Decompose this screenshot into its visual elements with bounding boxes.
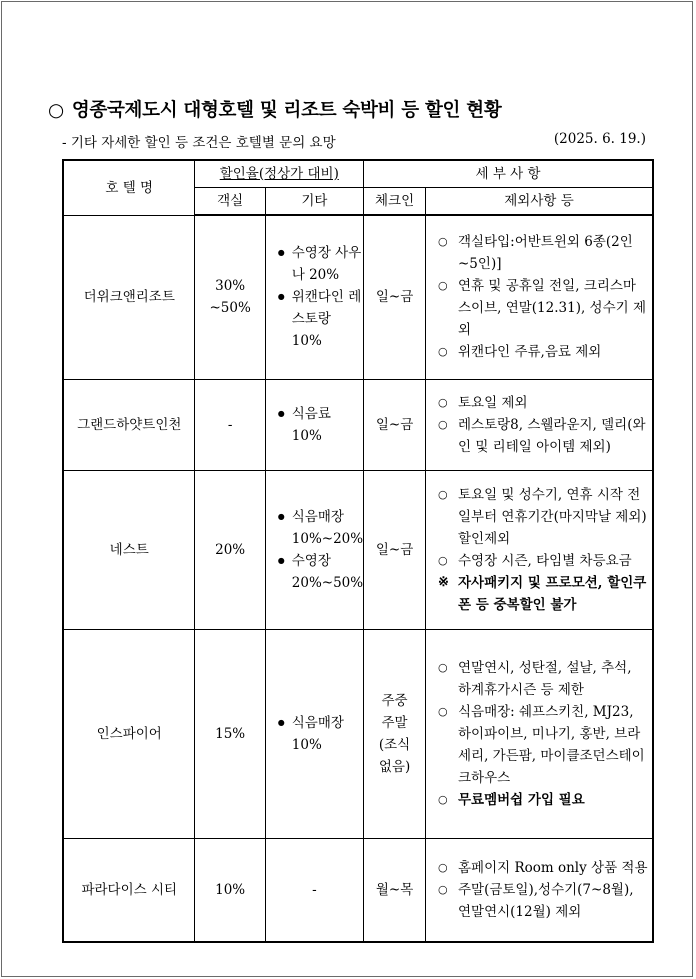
room-discount-line: 20% bbox=[215, 541, 246, 558]
room-discount bbox=[195, 629, 265, 838]
table-row bbox=[63, 379, 653, 470]
other-discount bbox=[265, 470, 363, 629]
exclusion-item: ○ 객실타입:어반트윈외 6종(2인~5인)] bbox=[438, 231, 648, 275]
header-discount: 할인율(정상가 대비) bbox=[195, 160, 364, 187]
checkin-days bbox=[364, 470, 426, 629]
checkin-line: 주말 bbox=[381, 714, 408, 731]
room-discount-line: ~50% bbox=[209, 300, 251, 317]
document-title-text: 영종국제도시 대형호텔 및 리조트 숙박비 등 할인 현황 bbox=[71, 100, 502, 121]
table-row bbox=[63, 470, 653, 629]
exclusion-item: ○ 연말연시, 성탄절, 설날, 추석, 하계휴가시즌 등 제한 bbox=[438, 657, 648, 701]
exclusion-item: ○ 토요일 제외 bbox=[438, 392, 648, 414]
hotel-name: 파라다이스 시티 bbox=[63, 838, 195, 942]
other-discount bbox=[265, 215, 363, 379]
exclusion-details bbox=[426, 215, 654, 379]
exclusion-item: ○ 연휴 및 공휴일 전일, 크리스마스이브, 연말(12.31), 성수기 제외 bbox=[438, 275, 648, 341]
checkin-line: 일~금 bbox=[375, 289, 414, 306]
checkin-line: 없음) bbox=[378, 758, 411, 775]
other-discount-item: ● 식음매장 10% bbox=[278, 712, 363, 756]
title-circle-mark: ○ bbox=[48, 100, 64, 121]
checkin-days bbox=[364, 629, 426, 838]
header-details: 세 부 사 항 bbox=[364, 160, 653, 187]
document-date: (2025. 6. 19.) bbox=[553, 131, 646, 147]
header-other: 기타 bbox=[265, 187, 363, 215]
checkin-line: 월~목 bbox=[375, 881, 414, 898]
room-discount bbox=[195, 470, 265, 629]
exclusion-item: ○ 무료멤버쉽 가입 필요 bbox=[438, 789, 648, 811]
other-discount-item: ● 위캔다인 레스토랑 10% bbox=[278, 286, 363, 352]
checkin-line: 일~금 bbox=[375, 416, 414, 433]
other-discount-item: ● 수영장 사우나 20% bbox=[278, 242, 363, 286]
checkin-line: 주중 bbox=[381, 692, 408, 709]
other-discount bbox=[265, 379, 363, 470]
table-row bbox=[63, 215, 653, 379]
header-checkin: 체크인 bbox=[364, 187, 426, 215]
other-discount: - bbox=[265, 838, 363, 942]
exclusion-details bbox=[426, 470, 654, 629]
other-discount-item: ● 수영장 20%~50% bbox=[278, 550, 363, 594]
room-discount bbox=[195, 379, 265, 470]
hotel-name: 인스파이어 bbox=[63, 629, 195, 838]
document-subtitle: - 기타 자세한 할인 등 조건은 호텔별 문의 요망 bbox=[62, 135, 336, 151]
checkin-line: 일~금 bbox=[375, 541, 414, 558]
hotel-name: 네스트 bbox=[63, 470, 195, 629]
exclusion-details bbox=[426, 838, 654, 942]
exclusion-item: ○ 식음매장: 쉐프스키친, MJ23, 하이파이브, 미나기, 홍반, 브라세리, 가든팜, 마이클조던스테이크하우스 bbox=[438, 701, 648, 789]
exclusion-item: ○ 위캔다인 주류,음료 제외 bbox=[438, 341, 648, 363]
document-title bbox=[48, 96, 501, 122]
header-row-1 bbox=[63, 160, 653, 187]
table-row bbox=[63, 629, 653, 838]
checkin-line: (조식 bbox=[378, 736, 411, 753]
checkin-days bbox=[364, 215, 426, 379]
other-discount-item: ● 식음료 10% bbox=[278, 403, 363, 447]
header-room: 객실 bbox=[195, 187, 265, 215]
exclusion-item: ※ 자사패키지 및 프로모션, 할인쿠폰 등 중복할인 불가 bbox=[438, 572, 648, 616]
room-discount-line: 15% bbox=[215, 725, 246, 742]
hotel-name: 더위크앤리조트 bbox=[63, 215, 195, 379]
table-row bbox=[63, 838, 653, 942]
exclusion-details bbox=[426, 379, 654, 470]
room-discount-line: 10% bbox=[215, 881, 246, 898]
header-hotel: 호 텔 명 bbox=[63, 160, 195, 215]
other-discount bbox=[265, 629, 363, 838]
discount-table bbox=[62, 159, 654, 943]
checkin-days bbox=[364, 838, 426, 942]
room-discount-line: - bbox=[227, 416, 233, 433]
room-discount bbox=[195, 838, 265, 942]
exclusion-item: ○ 주말(금토일),성수기(7~8월), 연말연시(12월) 제외 bbox=[438, 879, 648, 923]
other-discount-item: ● 식음매장 10%~20% bbox=[278, 506, 363, 550]
room-discount-line: 30% bbox=[215, 278, 246, 295]
exclusion-details bbox=[426, 629, 654, 838]
room-discount bbox=[195, 215, 265, 379]
exclusion-item: ○ 토요일 및 성수기, 연휴 시작 전일부터 연휴기간(마지막날 제외) 할인제외 bbox=[438, 484, 648, 550]
checkin-days bbox=[364, 379, 426, 470]
exclusion-item: ○ 수영장 시즌, 타임별 차등요금 bbox=[438, 550, 648, 572]
hotel-name: 그랜드하얏트인천 bbox=[63, 379, 195, 470]
exclusion-item: ○ 홈페이지 Room only 상품 적용 bbox=[438, 857, 648, 879]
header-exclusions: 제외사항 등 bbox=[426, 187, 654, 215]
exclusion-item: ○ 레스토랑8, 스웰라운지, 델리(와인 및 리테일 아이템 제외) bbox=[438, 414, 648, 458]
